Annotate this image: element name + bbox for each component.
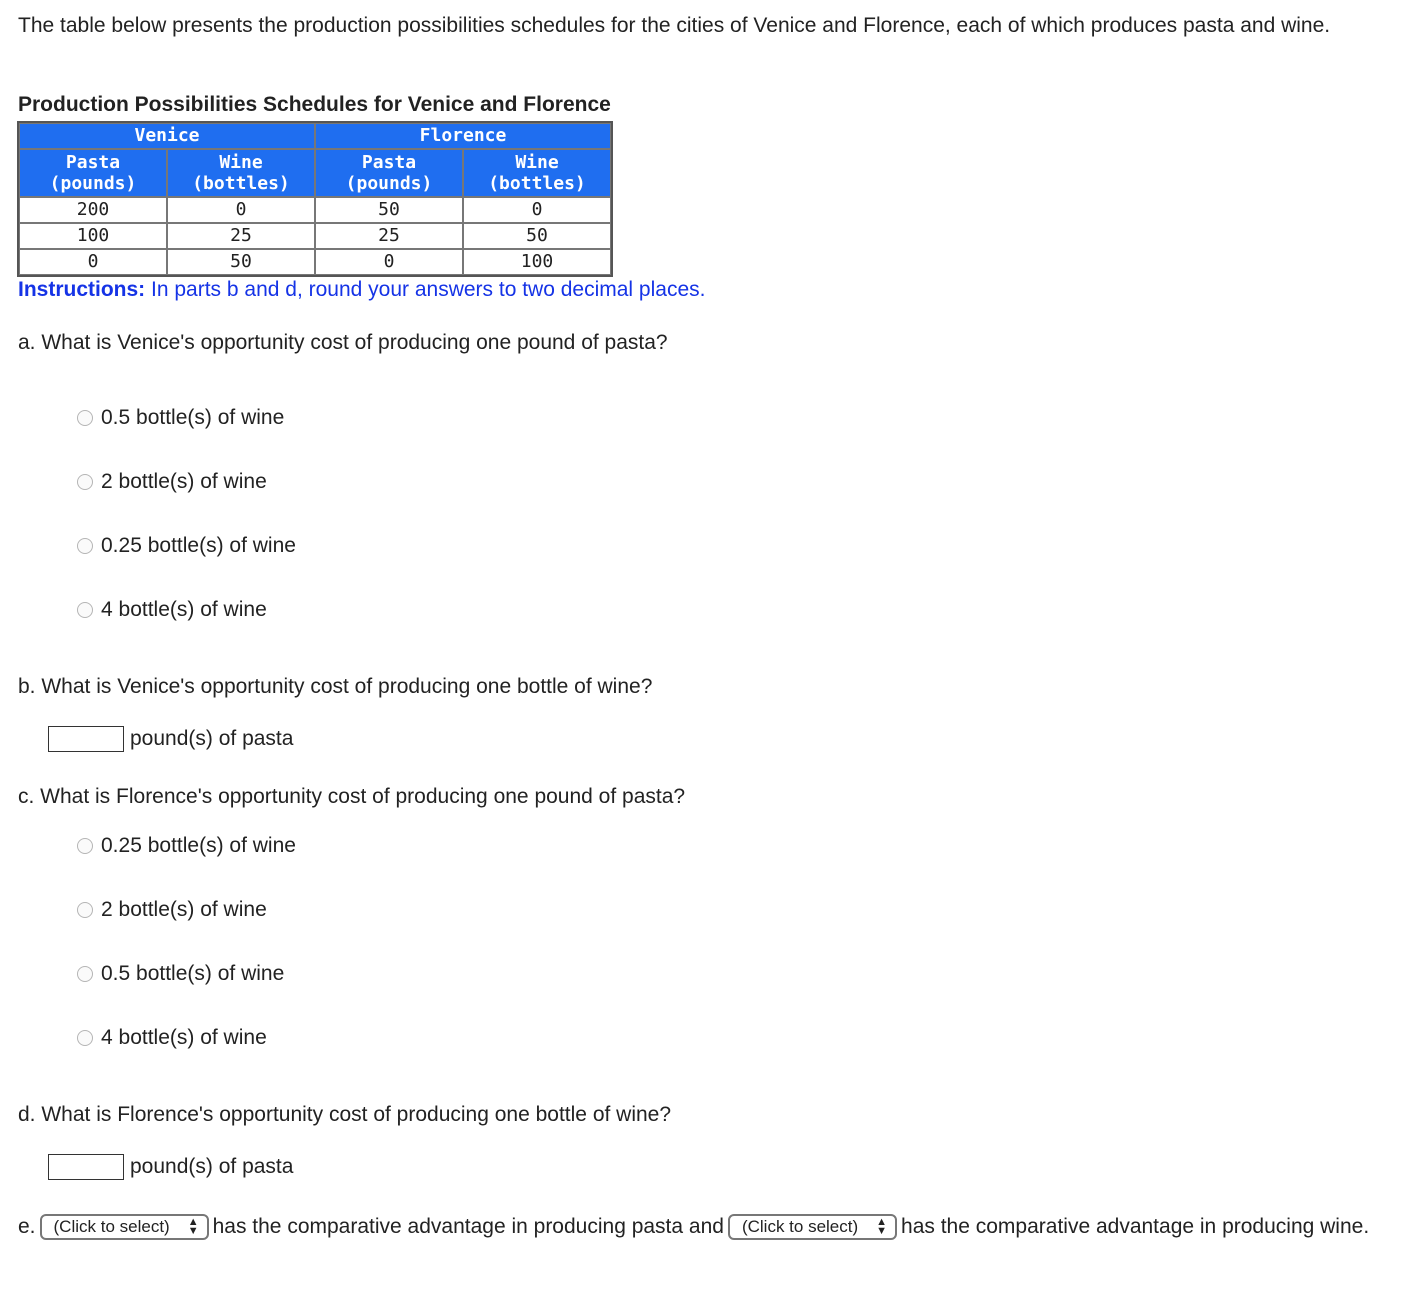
question-e-suffix: has the comparative advantage in producing wine. [901, 1215, 1370, 1238]
answer-d-input[interactable] [48, 1154, 124, 1180]
select-wine-advantage[interactable] [728, 1214, 897, 1240]
table-cell: 0 [315, 249, 463, 275]
production-table [17, 121, 613, 277]
select-pasta-value: (Click to select) [53, 1217, 170, 1237]
group-header-florence: Florence [315, 123, 611, 149]
table-cell: 0 [463, 197, 611, 223]
option-c-3[interactable] [77, 961, 284, 987]
answer-d-unit: pound(s) of pasta [130, 1155, 294, 1178]
option-label: 0.5 bottle(s) of wine [101, 406, 285, 429]
table-cell: 50 [463, 223, 611, 249]
option-a-1[interactable] [77, 405, 284, 431]
answer-d-row [48, 1154, 293, 1180]
option-a-4[interactable] [77, 597, 267, 623]
option-label: 0.25 bottle(s) of wine [101, 534, 296, 557]
option-c-2[interactable] [77, 897, 267, 923]
radio-button[interactable] [77, 538, 93, 554]
table-cell: 50 [167, 249, 315, 275]
question-e-middle: has the comparative advantage in producing pasta and [212, 1215, 724, 1238]
question-a: a. What is Venice's opportunity cost of producing one pound of pasta? [18, 331, 668, 354]
radio-button[interactable] [77, 1030, 93, 1046]
radio-button[interactable] [77, 902, 93, 918]
column-header: Pasta (pounds) [19, 149, 167, 197]
answer-b-row [48, 726, 293, 752]
answer-b-input[interactable] [48, 726, 124, 752]
table-cell: 25 [315, 223, 463, 249]
radio-button[interactable] [77, 474, 93, 490]
select-pasta-advantage[interactable] [40, 1214, 209, 1240]
group-header-venice: Venice [19, 123, 315, 149]
question-e [18, 1212, 1408, 1242]
question-e-prefix: e. [18, 1215, 36, 1238]
question-b: b. What is Venice's opportunity cost of producing one bottle of wine? [18, 675, 653, 698]
table-cell: 0 [167, 197, 315, 223]
table-title: Production Possibilities Schedules for Venice and Florence [18, 93, 611, 116]
table-cell: 100 [463, 249, 611, 275]
instructions-text: In parts b and d, round your answers to two decimal places. [145, 278, 706, 301]
question-c: c. What is Florence's opportunity cost of producing one pound of pasta? [18, 785, 686, 808]
table-cell: 100 [19, 223, 167, 249]
select-arrows-icon: ▲ ▼ [187, 1216, 199, 1238]
radio-button[interactable] [77, 838, 93, 854]
instructions-label: Instructions: [18, 278, 146, 301]
table-cell: 200 [19, 197, 167, 223]
select-arrows-icon: ▲ ▼ [876, 1216, 888, 1238]
answer-b-unit: pound(s) of pasta [130, 727, 294, 750]
option-label: 0.25 bottle(s) of wine [101, 834, 296, 857]
table-row [19, 223, 611, 249]
table-cell: 0 [19, 249, 167, 275]
intro-text: The table below presents the production possibilities schedules for the cities of Venice and Florence, each of which produces pasta and wine. [18, 14, 1331, 37]
select-wine-value: (Click to select) [741, 1217, 859, 1237]
column-header: Wine (bottles) [167, 149, 315, 197]
option-c-4[interactable] [77, 1025, 267, 1051]
column-header: Pasta (pounds) [315, 149, 463, 197]
option-label: 4 bottle(s) of wine [101, 1026, 267, 1049]
table-row [19, 197, 611, 223]
table-row [19, 249, 611, 275]
option-a-2[interactable] [77, 469, 267, 495]
table-cell: 50 [315, 197, 463, 223]
option-c-1[interactable] [77, 833, 296, 859]
instructions [18, 277, 705, 303]
question-d: d. What is Florence's opportunity cost of producing one bottle of wine? [18, 1103, 672, 1126]
option-label: 4 bottle(s) of wine [101, 598, 267, 621]
option-label: 0.5 bottle(s) of wine [101, 962, 285, 985]
option-label: 2 bottle(s) of wine [101, 470, 267, 493]
column-header: Wine (bottles) [463, 149, 611, 197]
radio-button[interactable] [77, 966, 93, 982]
radio-button[interactable] [77, 602, 93, 618]
table-cell: 25 [167, 223, 315, 249]
radio-button[interactable] [77, 410, 93, 426]
option-label: 2 bottle(s) of wine [101, 898, 267, 921]
option-a-3[interactable] [77, 533, 296, 559]
